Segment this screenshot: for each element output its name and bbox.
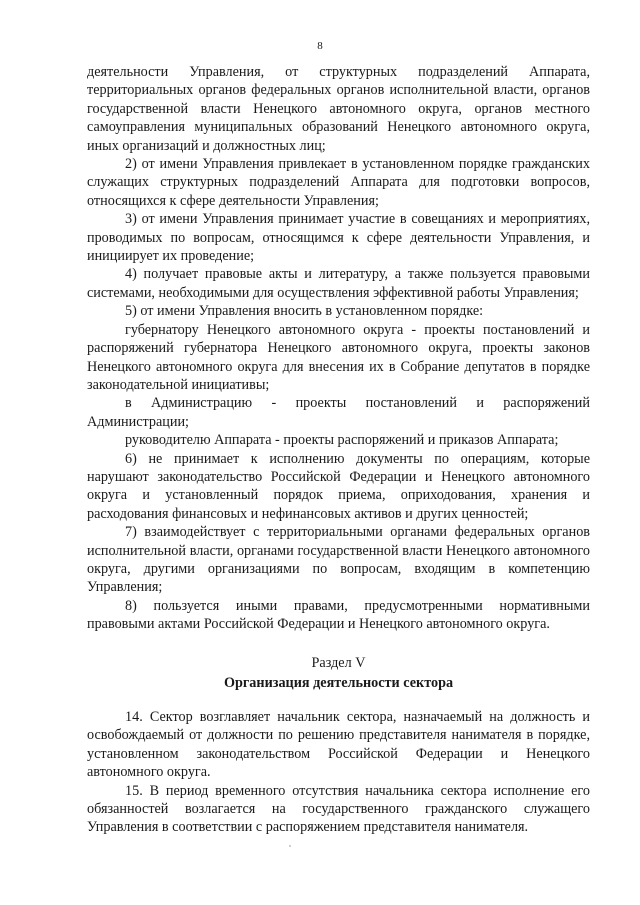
- paragraph-item-5-apparatus: руководителю Аппарата - проекты распоряжений и приказов Аппарата;: [125, 432, 559, 449]
- paragraph-item-5-governor: губернатору Ненецкого автономного округа - проекты постановлений и распоряжений губернатора Ненецкого автономного округа, проекты законов Ненецкого автономного округа для внесения их в Собрание депутатов в порядке законодательной инициативы;: [87, 321, 590, 393]
- upper-text-block: [87, 63, 590, 634]
- paragraph-item-4: 4) получает правовые акты и литературу, а также пользуется правовыми системами, необходимыми для осуществления эффективной работы Управления;: [87, 266, 590, 301]
- paragraph-item-6: 6) не принимает к исполнению документы по операциям, которые нарушают законодательство Российской Федерации и Ненецкого автономного округа и установленный порядок приема, оприходования, хранения и расходования финансовых и нефинансовых активов и других ценностей;: [87, 450, 590, 522]
- paragraph-item-3: 3) от имени Управления принимает участие в совещаниях и мероприятиях, проводимых по вопросам, относящимся к сфере деятельности Управления, и инициирует их проведение;: [87, 211, 590, 265]
- lower-text-block: [87, 708, 590, 837]
- paragraph-14: 14. Сектор возглавляет начальник сектора, назначаемый на должность и освобождаемый от должности по решению представителя нанимателя в порядке, установленном законодательством Российской Федерации и Ненецкого автономного округа.: [87, 709, 590, 781]
- page-number: 8: [317, 40, 323, 52]
- paragraph-15: 15. В период временного отсутствия начальника сектора исполнение его обязанностей возлагается на государственного гражданского служащего Управления в соответствии с распоряжением представителя нанимателя.: [87, 782, 590, 836]
- paragraph-item-5-administration: в Администрацию - проекты постановлений и распоряжений Администрации;: [87, 395, 590, 430]
- section-number: Раздел V: [311, 655, 366, 671]
- paragraph-item-5: 5) от имени Управления вносить в установленном порядке:: [125, 303, 484, 320]
- section-title: Организация деятельности сектора: [223, 675, 454, 691]
- paragraph-item-8: 8) пользуется иными правами, предусмотренными нормативными правовыми актами Российской Федерации и Ненецкого автономного округа.: [87, 597, 590, 633]
- paragraph-item-2: 2) от имени Управления привлекает в установленном порядке гражданских служащих структурных подразделений Аппарата для подготовки вопросов, относящихся к сфере деятельности Управления;: [87, 156, 590, 209]
- paragraph-continuation: деятельности Управления, от структурных подразделений Аппарата, территориальных органов федеральных органов исполнительной власти, органов государственной власти Ненецкого автономного округа, органов местного самоуправления муниципальных образований Ненецкого автономного округа, иных организаций и должностных лиц;: [87, 64, 590, 154]
- paragraph-item-7: 7) взаимодействует с территориальными органами федеральных органов исполнительной власти, органами государственной власти Ненецкого автономного округа, другими организациями по вопросам, входящим в компетенцию Управления;: [87, 524, 590, 596]
- scan-artifact: [289, 845, 291, 847]
